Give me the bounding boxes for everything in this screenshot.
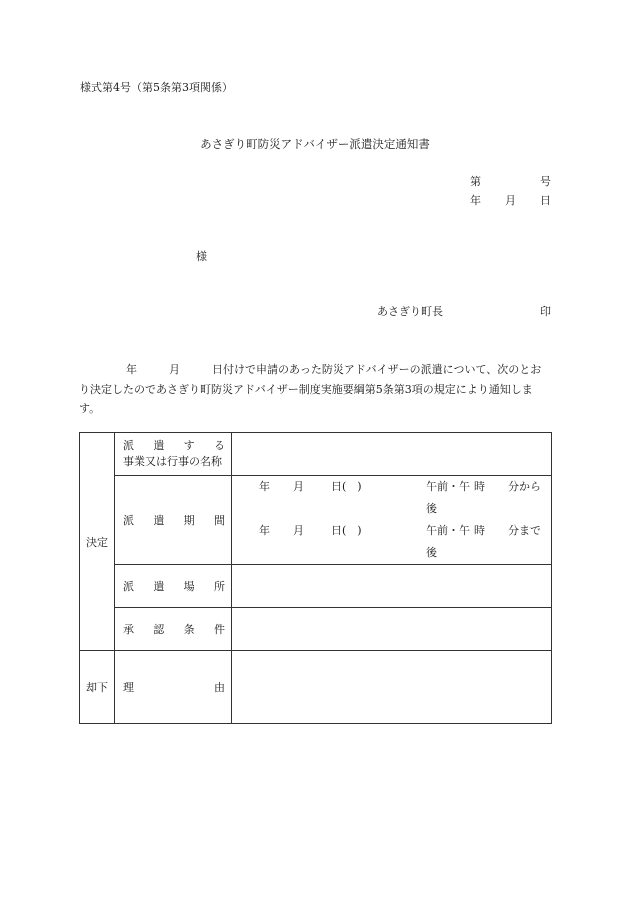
label-char: 遣 — [153, 514, 165, 527]
start-minute: 分から — [508, 480, 541, 493]
sender-title: あさぎり町長 — [377, 305, 443, 318]
start-month: 月 — [293, 480, 304, 493]
rejection-row — [80, 651, 552, 724]
document-title: あさぎり町防災アドバイザー派遣決定通知書 — [200, 137, 430, 151]
form-number: 様式第4号（第5条第3項関係） — [80, 81, 233, 94]
start-day: 日( ) — [331, 480, 362, 493]
place-row — [80, 565, 552, 608]
label-char: 派 — [123, 439, 134, 452]
label-char: 承 — [123, 623, 134, 636]
notice-body — [79, 360, 552, 419]
event-name-label-line2: 事業又は行事の名称 — [123, 455, 222, 468]
label-char: 認 — [153, 623, 165, 636]
label-char: 間 — [213, 514, 225, 527]
number-prefix: 第 — [470, 175, 481, 188]
label-char: 期 — [183, 514, 195, 527]
end-hour: 時 — [474, 524, 485, 537]
date-day: 日 — [540, 194, 551, 207]
date-month: 月 — [505, 194, 516, 207]
end-month: 月 — [293, 524, 304, 537]
label-char: る — [213, 439, 225, 452]
rejection-category: 却下 — [80, 651, 115, 724]
date-year: 年 — [470, 194, 481, 207]
period-row — [80, 476, 552, 565]
body-month: 月 — [169, 363, 180, 376]
event-name-row — [80, 433, 552, 476]
conditions-value[interactable] — [232, 608, 552, 651]
label-char: 件 — [213, 623, 225, 636]
label-char: 派 — [123, 514, 134, 527]
event-name-value[interactable] — [232, 433, 552, 476]
issue-date-line — [470, 195, 551, 206]
label-char: 条 — [183, 623, 195, 636]
label-char: 場 — [183, 580, 195, 593]
event-name-label — [115, 433, 232, 476]
reason-value[interactable] — [232, 651, 552, 724]
period-value[interactable] — [232, 476, 552, 565]
addressee-honorific: 様 — [196, 250, 207, 263]
reason-label — [115, 651, 232, 724]
label-char: 由 — [214, 681, 225, 694]
start-year: 年 — [259, 480, 270, 493]
place-value[interactable] — [232, 565, 552, 608]
conditions-label — [115, 608, 232, 651]
start-ampm: 午前・午後 — [426, 480, 470, 515]
end-ampm: 午前・午後 — [426, 524, 470, 559]
label-char: 派 — [123, 580, 134, 593]
period-start — [232, 476, 551, 520]
seal-mark: 印 — [540, 305, 551, 318]
conditions-row — [80, 608, 552, 651]
period-end — [232, 520, 551, 564]
start-hour: 時 — [474, 480, 485, 493]
end-minute: 分まで — [508, 524, 541, 537]
end-year: 年 — [259, 524, 270, 537]
label-char: 理 — [123, 681, 134, 694]
document-number-line — [470, 176, 551, 187]
number-suffix: 号 — [540, 175, 551, 188]
dispatch-details-table — [79, 432, 552, 724]
decision-category: 決定 — [80, 433, 115, 651]
place-label — [115, 565, 232, 608]
body-text: 日付けで申請のあった防災アドバイザーの派遣について、次のとおり決定したのであさぎり町防災アドバイザー制度実施要綱第5条第3項の規定により通知します。 — [79, 363, 542, 415]
label-char: 所 — [213, 580, 225, 593]
end-day: 日( ) — [331, 524, 362, 537]
label-char: す — [183, 439, 195, 452]
body-year: 年 — [126, 363, 137, 376]
label-char: 遣 — [153, 439, 165, 452]
label-char: 遣 — [153, 580, 165, 593]
period-label — [115, 476, 232, 565]
